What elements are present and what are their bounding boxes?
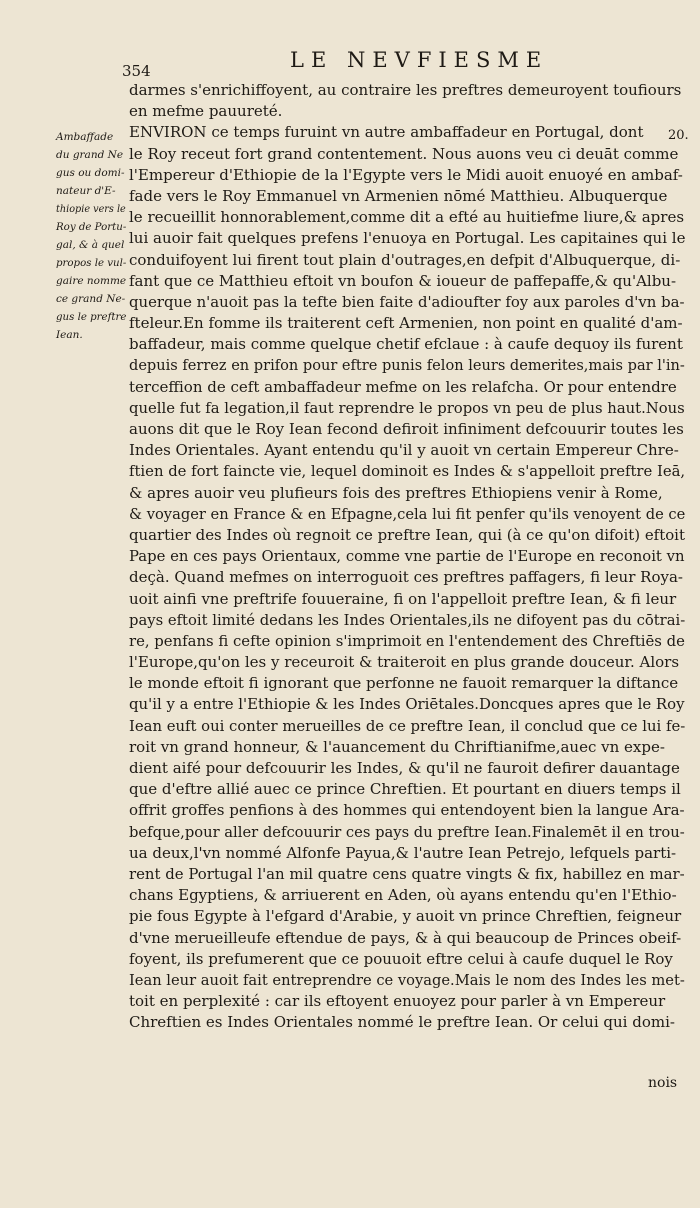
text-line: Iean leur auoit fait entreprendre ce voyage.Mais le nom des Indes les met- <box>129 970 685 989</box>
text-line: & apres auoir veu plufieurs fois des preftres Ethiopiens venir à Rome, <box>129 483 663 502</box>
margin-note-line: gaire nomme <box>56 275 127 287</box>
margin-note-line: gus le preftre <box>56 311 127 323</box>
margin-note-line: Iean. <box>56 329 83 341</box>
text-line: roit vn grand honneur, & l'auancement du Chriftianifme,auec vn expe- <box>129 737 665 756</box>
text-line: deçà. Quand mefmes on interroguoit ces preftres paffagers, fi leur Roya- <box>129 568 683 587</box>
text-line: fteleur.En fomme ils traiterent ceft Armenien, non point en qualité d'am- <box>129 314 683 333</box>
text-line: foyent, ils prefumerent que ce pouuoit eftre celui à caufe duquel le Roy <box>129 949 673 968</box>
margin-note-line: Roy de Portu- <box>56 221 127 233</box>
body-text <box>129 80 685 1033</box>
text-line: & voyager en France & en Efpagne,cela lui fit penfer qu'ils venoyent de ce <box>129 504 686 523</box>
text-line: que d'eftre allié auec ce prince Chreftien. Et pourtant en diuers temps il <box>129 780 681 799</box>
text-line: le monde eftoit fi ignorant que perfonne ne fauoit remarquer la diftance <box>129 674 679 693</box>
text-line: pays eftoit limité dedans les Indes Orientales,ils ne difoyent pas du cōtrai- <box>129 610 686 629</box>
margin-note-line: thiopie vers le <box>56 203 126 215</box>
text-line: qu'il y a entre l'Ethiopie & les Indes Oriētales.Doncques apres que le Roy <box>129 695 685 714</box>
text-line: l'Empereur d'Ethiopie de la l'Egypte vers le Midi auoit enuoyé en ambaf- <box>129 165 683 184</box>
catchword: nois <box>648 1075 678 1091</box>
text-line: Chreftien es Indes Orientales nommé le preftre Iean. Or celui qui domi- <box>129 1013 675 1032</box>
margin-note-line: gal, & à quel <box>56 239 125 251</box>
page-number: 354 <box>122 62 151 80</box>
margin-note-line: propos le vul- <box>56 257 127 269</box>
text-line: conduifoyent lui firent tout plain d'outrages,en defpit d'Albuquerque, di- <box>129 250 681 269</box>
text-line: quelle fut fa legation,il faut reprendre le propos vn peu de plus haut.Nous <box>129 398 685 417</box>
text-line: d'vne merueilleufe eftendue de pays, & à qui beaucoup de Princes obeif- <box>129 928 682 947</box>
text-line: re, penfans fi cefte opinion s'imprimoit en l'entendement des Chreftiēs de <box>129 631 685 650</box>
text-line: uoit ainfi vne preftrife fouueraine, fi on l'appelloit preftre Iean, & fi leur <box>129 589 677 608</box>
text-line: toit en perplexité : car ils eftoyent enuoyez pour parler à vn Empereur <box>129 992 666 1011</box>
text-line: fant que ce Matthieu eftoit vn boufon & ioueur de paffepaffe,& qu'Albu- <box>129 271 677 290</box>
text-line: querque n'auoit pas la tefte bien faite d'adioufter foy aux paroles d'vn ba- <box>129 292 685 311</box>
text-line: auons dit que le Roy Iean fecond defiroit infiniment defcouurir toutes les <box>129 420 684 438</box>
margin-note <box>56 128 126 344</box>
text-line: dient aifé pour defcouurir les Indes, & qu'il ne fauroit defirer dauantage <box>129 759 680 777</box>
text-line: le recueillit honnorablement,comme dit a efté au huitiefme liure,& apres <box>129 208 685 227</box>
text-line: quartier des Indes où regnoit ce preftre Iean, qui (à ce qu'on difoit) eftoit <box>129 525 685 544</box>
text-line: befque,pour aller defcouurir ces pays du preftre Iean.Finalemēt il en trou- <box>129 822 685 841</box>
text-line: depuis ferrez en prifon pour eftre punis felon leurs demerites,mais par l'in- <box>129 356 685 375</box>
text-line: chans Egyptiens, & arriuerent en Aden, où ayans entendu qu'en l'Ethio- <box>129 886 677 905</box>
text-line: le Roy receut fort grand contentement. Nous auons veu ci deuāt comme <box>129 144 679 163</box>
margin-note-line: nateur d'E- <box>56 185 116 197</box>
margin-note-line: gus ou domi- <box>56 167 125 179</box>
margin-note-line: Ambaffade <box>56 131 114 143</box>
text-line: ENVIRON ce temps furuint vn autre ambaffadeur en Portugal, dont <box>129 123 644 142</box>
text-line: fade vers le Roy Emmanuel vn Armenien nōmé Matthieu. Albuquerque <box>129 186 668 205</box>
text-line: ftien de fort faincte vie, lequel dominoit es Indes & s'appelloit preftre Ieā, <box>129 462 686 481</box>
margin-note-line: ce grand Ne- <box>56 293 126 305</box>
running-head: LE NEVFIESME <box>290 48 549 72</box>
text-line: pie fous Egypte à l'efgard d'Arabie, y auoit vn prince Chreftien, feigneur <box>129 907 682 926</box>
text-line: ua deux,l'vn nommé Alfonfe Payua,& l'autre Iean Petrejo, lefquels parti- <box>129 843 677 862</box>
text-line: offrit groffes penfions à des hommes qui entendoyent bien la langue Ara- <box>129 801 685 820</box>
text-line: Indes Orientales. Ayant entendu qu'il y auoit vn certain Empereur Chre- <box>129 441 679 460</box>
text-line: Iean euft oui conter merueilles de ce preftre Iean, il conclud que ce lui fe- <box>129 716 686 735</box>
marginal-number: 20. <box>668 128 689 143</box>
text-line: l'Europe,qu'on les y receuroit & traiteroit en plus grande douceur. Alors <box>129 653 680 672</box>
text-line: rent de Portugal l'an mil quatre cens quatre vingts & fix, habillez en mar- <box>129 864 685 883</box>
text-line: darmes s'enrichiffoyent, au contraire les preftres demeuroyent toufiours <box>129 81 682 99</box>
text-line: en mefme pauureté. <box>129 102 283 121</box>
text-line: Pape en ces pays Orientaux, comme vne partie de l'Europe en reconoit vn <box>129 547 685 566</box>
text-line: lui auoir fait quelques prefens l'enuoya en Portugal. Les capitaines qui le <box>129 229 686 248</box>
margin-note-line: du grand Ne <box>56 149 124 161</box>
text-line: terceffion de ceft ambaffadeur mefme on les relafcha. Or pour entendre <box>129 377 677 396</box>
text-line: baffadeur, mais comme quelque chetif efclaue : à caufe dequoy ils furent <box>129 335 683 354</box>
